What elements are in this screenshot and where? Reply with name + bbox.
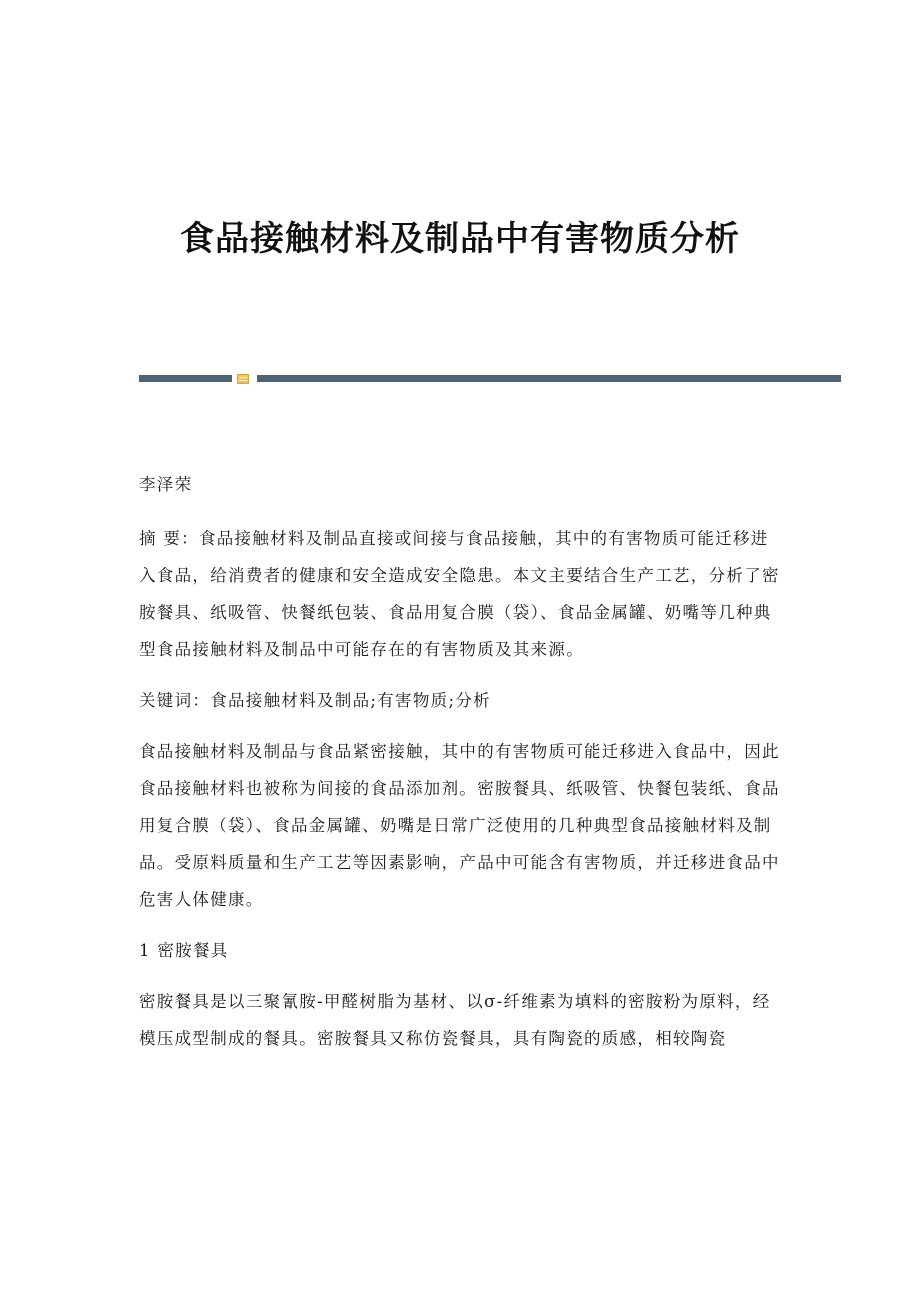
document-title: 食品接触材料及制品中有害物质分析 bbox=[180, 219, 740, 259]
section-body-paragraph: 密胺餐具是以三聚氰胺-甲醛树脂为基材、以σ-纤维素为填料的密胺粉为原料，经模压成型制成的餐具。密胺餐具又称仿瓷餐具，具有陶瓷的质感，相较陶瓷 bbox=[139, 992, 771, 1048]
section-heading: 1 密胺餐具 bbox=[139, 941, 229, 960]
divider-badge-icon bbox=[237, 374, 249, 384]
abstract-paragraph: 摘 要：食品接触材料及制品直接或间接与食品接触，其中的有害物质可能迁移进入食品，给消费者的健康和安全造成安全隐患。本文主要结合生产工艺，分析了密胺餐具、纸吸管、快餐纸包装、食品用复合膜（袋）、食品金属罐、奶嘴等几种典型食品接触材料及制品中可能存在的有害物质及其来源。 bbox=[139, 529, 780, 659]
title-divider bbox=[139, 374, 841, 384]
intro-paragraph: 食品接触材料及制品与食品紧密接触，其中的有害物质可能迁移进入食品中，因此食品接触材料也被称为间接的食品添加剂。密胺餐具、纸吸管、快餐包装纸、食品用复合膜（袋）、食品金属罐、奶嘴是日常广泛使用的几种典型食品接触材料及制品。受原料质量和生产工艺等因素影响，产品中可能含有害物质，并迁移进食品中危害人体健康。 bbox=[139, 742, 780, 909]
divider-bar-right bbox=[257, 375, 841, 382]
document-body bbox=[139, 466, 785, 1057]
keywords-line: 关键词：食品接触材料及制品;有害物质;分析 bbox=[139, 691, 491, 710]
divider-bar-left bbox=[139, 375, 232, 382]
author-name: 李泽荣 bbox=[139, 475, 193, 494]
